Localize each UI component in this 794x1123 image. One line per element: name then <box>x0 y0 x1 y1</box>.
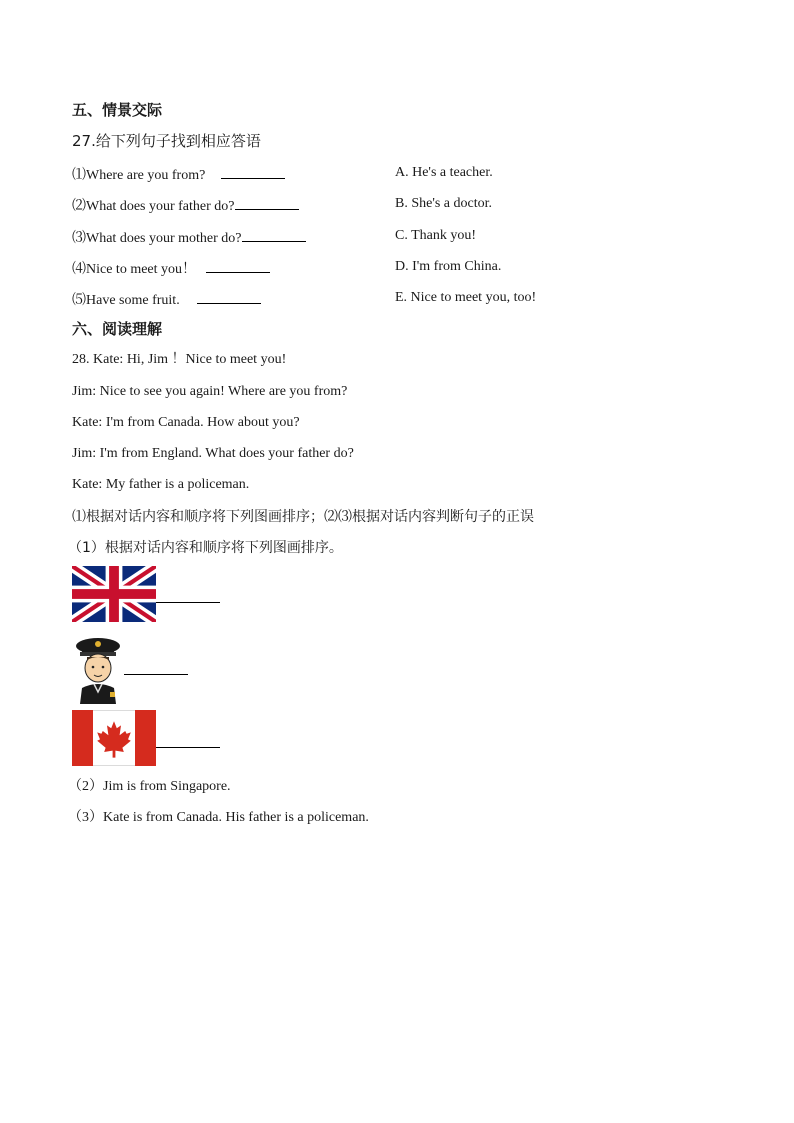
dialogue-line-2: Jim: Nice to see you again! Where are you from? <box>72 384 348 399</box>
q27-answer-c: C. Thank you! <box>395 228 477 243</box>
question-28-sub3: （3）Kate is from Canada. His father is a policeman. <box>68 810 369 825</box>
policeman-answer-blank[interactable] <box>124 673 188 675</box>
q27-answer-e: E. Nice to meet you, too! <box>395 290 537 305</box>
q27-answer-d: D. I'm from China. <box>395 259 502 274</box>
q27-question-4 <box>72 258 270 279</box>
canada-flag-image <box>72 710 156 766</box>
dialogue-line-5: Kate: My father is a policeman. <box>72 477 250 492</box>
question-28-instruction: ⑴根据对话内容和顺序将下列图画排序；⑵⑶根据对话内容判断句子的正误 <box>72 509 534 525</box>
question-28-sub1: （1）根据对话内容和顺序将下列图画排序。 <box>68 540 343 556</box>
q27-question-3-text: ⑶What does your mother do? <box>72 231 242 246</box>
question-28-sub2: （2）Jim is from Singapore. <box>68 779 231 794</box>
q27-question-5 <box>72 289 261 310</box>
uk-flag-answer-blank[interactable] <box>156 601 220 603</box>
dialogue-line-4: Jim: I'm from England. What does your father do? <box>72 446 354 461</box>
q27-question-1-text: ⑴Where are you from? <box>72 168 206 183</box>
section-5-title: 五、情景交际 <box>72 101 163 119</box>
dialogue-line-3: Kate: I'm from Canada. How about you? <box>72 415 300 430</box>
answer-blank[interactable] <box>242 227 306 242</box>
q27-question-5-text: ⑸Have some fruit. <box>72 293 180 308</box>
q27-question-4-text: ⑷Nice to meet you！ <box>72 262 197 277</box>
dialogue-line-1: 28. Kate: Hi, Jim ！Nice to meet you! <box>72 352 287 367</box>
answer-blank[interactable] <box>197 289 261 304</box>
q27-question-2-text: ⑵What does your father do? <box>72 199 235 214</box>
q27-question-2 <box>72 195 299 216</box>
canada-flag-answer-blank[interactable] <box>156 746 220 748</box>
policeman-image <box>72 630 124 704</box>
q27-answer-a: A. He's a teacher. <box>395 165 493 180</box>
answer-blank[interactable] <box>235 195 299 210</box>
section-6-title: 六、阅读理解 <box>72 320 163 338</box>
answer-blank[interactable] <box>221 164 285 179</box>
answer-blank[interactable] <box>206 258 270 273</box>
uk-flag-image <box>72 566 156 622</box>
question-27-title: 27.给下列句子找到相应答语 <box>72 132 261 150</box>
q27-answer-b: B. She's a doctor. <box>395 196 493 211</box>
q27-question-1 <box>72 164 285 185</box>
q27-question-3 <box>72 227 306 248</box>
